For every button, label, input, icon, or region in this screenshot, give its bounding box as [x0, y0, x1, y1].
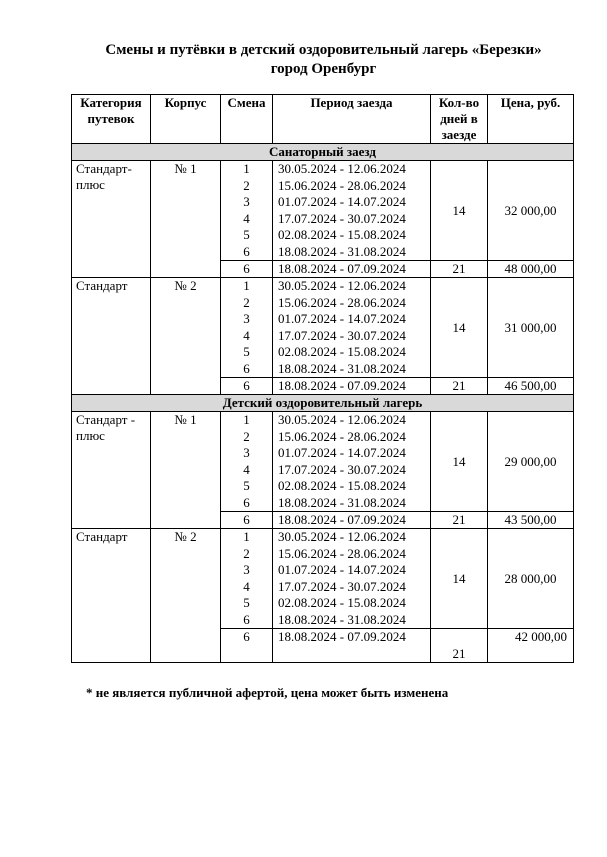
period-range: 30.05.2024 - 12.06.2024	[278, 161, 406, 176]
shift-list-cell	[221, 412, 273, 512]
period-range: 02.08.2024 - 15.08.2024	[278, 478, 406, 493]
shift-number: 5	[243, 595, 250, 610]
period-range: 02.08.2024 - 15.08.2024	[278, 344, 406, 359]
period-list-cell	[273, 529, 431, 629]
period-list-cell	[273, 161, 431, 261]
building-cell: № 2	[151, 529, 221, 663]
period-range: 02.08.2024 - 15.08.2024	[278, 595, 406, 610]
shift-number: 1	[243, 278, 250, 293]
period-range: 01.07.2024 - 14.07.2024	[278, 562, 406, 577]
extra-days-cell: 21	[431, 512, 488, 529]
shift-number: 1	[243, 529, 250, 544]
extra-days-cell: 21	[431, 378, 488, 395]
shift-number: 6	[243, 494, 250, 510]
header-days: Кол-во дней в заезде	[431, 95, 488, 144]
shift-list-cell	[221, 529, 273, 629]
table-row	[72, 412, 574, 512]
shift-number: 4	[243, 210, 250, 226]
header-price: Цена, руб.	[488, 95, 574, 144]
extra-shift-cell: 6	[221, 629, 273, 663]
shift-number: 2	[243, 428, 250, 444]
price-cell: 31 000,00	[488, 278, 574, 378]
period-list-cell	[273, 278, 431, 378]
days-cell: 14	[431, 278, 488, 378]
header-building: Корпус	[151, 95, 221, 144]
period-range: 30.05.2024 - 12.06.2024	[278, 412, 406, 427]
section-title: Санаторный заезд	[72, 144, 574, 161]
period-range: 02.08.2024 - 15.08.2024	[278, 227, 406, 242]
extra-shift-cell: 6	[221, 512, 273, 529]
shift-number: 2	[243, 177, 250, 193]
category-cell: Стандарт - плюс	[72, 412, 151, 529]
table-row	[72, 278, 574, 378]
extra-period-cell: 18.08.2024 - 07.09.2024	[273, 629, 431, 663]
shift-list-cell	[221, 161, 273, 261]
period-list-cell	[273, 412, 431, 512]
period-range: 17.07.2024 - 30.07.2024	[278, 461, 406, 477]
period-range: 01.07.2024 - 14.07.2024	[278, 445, 406, 460]
price-cell: 28 000,00	[488, 529, 574, 629]
page-title	[40, 41, 607, 79]
section-title: Детский оздоровительный лагерь	[72, 395, 574, 412]
shift-number: 1	[243, 161, 250, 176]
extra-period-cell: 18.08.2024 - 07.09.2024	[273, 512, 431, 529]
period-range: 18.08.2024 - 31.08.2024	[278, 494, 406, 510]
shift-number: 6	[243, 611, 250, 627]
period-range: 30.05.2024 - 12.06.2024	[278, 529, 406, 544]
extra-price-cell: 48 000,00	[488, 261, 574, 278]
period-range: 15.06.2024 - 28.06.2024	[278, 177, 406, 193]
extra-days-cell: 21	[431, 261, 488, 278]
period-range: 30.05.2024 - 12.06.2024	[278, 278, 406, 293]
title-line-2: город Оренбург	[270, 61, 377, 77]
period-range: 01.07.2024 - 14.07.2024	[278, 311, 406, 326]
extra-shift-cell: 6	[221, 378, 273, 395]
building-cell: № 1	[151, 161, 221, 278]
price-cell: 29 000,00	[488, 412, 574, 512]
building-cell: № 2	[151, 278, 221, 395]
shift-number: 5	[243, 227, 250, 242]
shift-number: 6	[243, 243, 250, 259]
shift-number: 5	[243, 344, 250, 359]
period-range: 18.08.2024 - 31.08.2024	[278, 243, 406, 259]
shift-number: 3	[243, 562, 250, 577]
shift-number: 4	[243, 578, 250, 594]
period-range: 01.07.2024 - 14.07.2024	[278, 194, 406, 209]
period-range: 18.08.2024 - 31.08.2024	[278, 611, 406, 627]
title-line-1: Смены и путёвки в детский оздоровительный лагерь «Березки»	[105, 42, 542, 58]
days-cell: 14	[431, 529, 488, 629]
table-body	[72, 144, 574, 663]
shift-number: 3	[243, 311, 250, 326]
shift-number: 4	[243, 461, 250, 477]
extra-period-cell: 18.08.2024 - 07.09.2024	[273, 378, 431, 395]
table-row	[72, 161, 574, 261]
period-range: 18.08.2024 - 31.08.2024	[278, 360, 406, 376]
extra-price-cell: 42 000,00	[488, 629, 574, 663]
category-cell: Стандарт-плюс	[72, 161, 151, 278]
shift-number: 1	[243, 412, 250, 427]
header-shift: Смена	[221, 95, 273, 144]
extra-days-cell: 21	[431, 629, 488, 663]
extra-price-cell: 43 500,00	[488, 512, 574, 529]
building-cell: № 1	[151, 412, 221, 529]
shift-number: 2	[243, 545, 250, 561]
period-range: 17.07.2024 - 30.07.2024	[278, 210, 406, 226]
price-cell: 32 000,00	[488, 161, 574, 261]
shift-number: 5	[243, 478, 250, 493]
shift-number: 2	[243, 294, 250, 310]
shift-number: 6	[243, 360, 250, 376]
shift-number: 3	[243, 445, 250, 460]
camp-price-table	[71, 94, 574, 663]
shift-number: 3	[243, 194, 250, 209]
header-period: Период заезда	[273, 95, 431, 144]
period-range: 15.06.2024 - 28.06.2024	[278, 428, 406, 444]
section-row	[72, 144, 574, 161]
period-range: 17.07.2024 - 30.07.2024	[278, 327, 406, 343]
section-row	[72, 395, 574, 412]
days-cell: 14	[431, 161, 488, 261]
extra-period-cell: 18.08.2024 - 07.09.2024	[273, 261, 431, 278]
table-row	[72, 529, 574, 629]
header-category: Категория путевок	[72, 95, 151, 144]
extra-shift-cell: 6	[221, 261, 273, 278]
footnote: * не является публичной афертой, цена может быть изменена	[86, 685, 449, 700]
period-range: 15.06.2024 - 28.06.2024	[278, 294, 406, 310]
days-cell: 14	[431, 412, 488, 512]
category-cell: Стандарт	[72, 278, 151, 395]
shift-list-cell	[221, 278, 273, 378]
shift-number: 4	[243, 327, 250, 343]
extra-price-cell: 46 500,00	[488, 378, 574, 395]
period-range: 17.07.2024 - 30.07.2024	[278, 578, 406, 594]
header-row	[72, 95, 574, 144]
category-cell: Стандарт	[72, 529, 151, 663]
period-range: 15.06.2024 - 28.06.2024	[278, 545, 406, 561]
